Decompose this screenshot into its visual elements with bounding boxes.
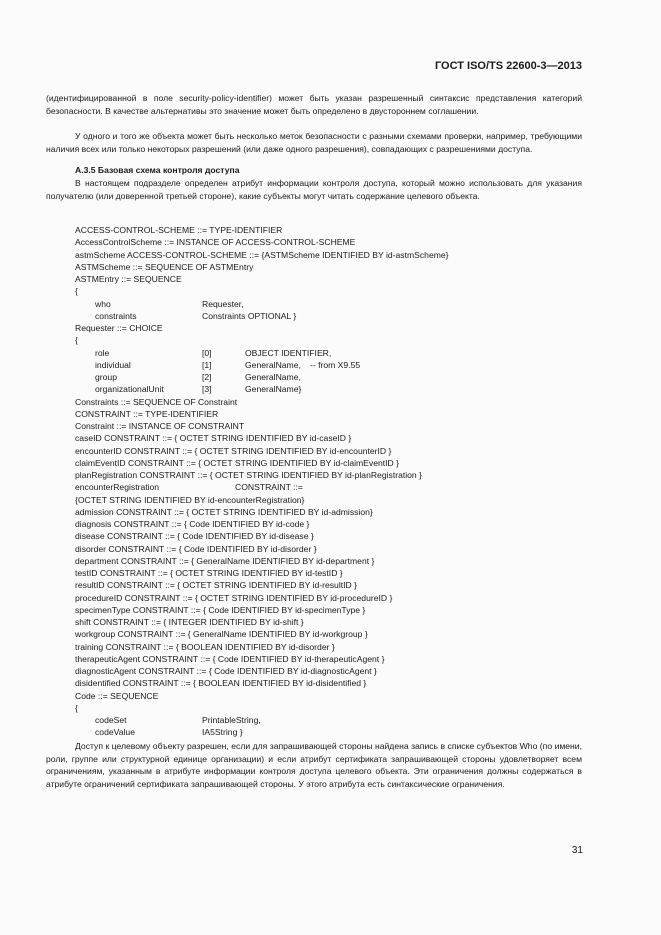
- code-line: diagnosis CONSTRAINT ::= { Code IDENTIFIED BY id-code }: [75, 519, 310, 529]
- code-line: [75, 298, 449, 310]
- field-type: Requester,: [202, 298, 244, 309]
- field-type: PrintableString,: [202, 715, 261, 725]
- field-name: who: [95, 298, 111, 309]
- paragraph-labels: У одного и того же объекта может быть несколько меток безопасности с разными схемами проверки, например, требующими наличия всех или только некоторых разрешений (или даже одного разрешения), совпадающих с разрешениями доступа.: [46, 131, 582, 154]
- code-line: disorder CONSTRAINT ::= { Code IDENTIFIED BY id-disorder }: [75, 543, 317, 554]
- code-line: AccessControlScheme ::= INSTANCE OF ACCESS-CONTROL-SCHEME: [75, 237, 356, 248]
- field-type: CONSTRAINT ::=: [235, 482, 303, 493]
- code-line: training CONSTRAINT ::= { BOOLEAN IDENTIFIED BY id-disorder }: [75, 641, 335, 652]
- field-tag: [2]: [202, 372, 212, 382]
- code-line: admission CONSTRAINT ::= { OCTET STRING IDENTIFIED BY id-admission}: [75, 506, 373, 517]
- code-line: {OCTET STRING IDENTIFIED BY id-encounterRegistration}: [75, 494, 305, 505]
- code-line: workgroup CONSTRAINT ::= { GeneralName IDENTIFIED BY id-workgroup }: [75, 629, 368, 640]
- code-line: Requester ::= CHOICE: [75, 323, 163, 333]
- field-name: codeSet: [95, 715, 127, 725]
- field-type: Constraints OPTIONAL }: [202, 310, 297, 321]
- field-type: IA5String }: [202, 727, 243, 738]
- code-line: therapeuticAgent CONSTRAINT ::= { Code IDENTIFIED BY id-therapeuticAgent }: [75, 653, 385, 664]
- code-line: department CONSTRAINT ::= { GeneralName IDENTIFIED BY id-department }: [75, 555, 375, 566]
- field-name: role: [95, 347, 110, 358]
- page-number: 31: [571, 845, 583, 856]
- code-line: [75, 359, 449, 371]
- field-name: organizationalUnit: [95, 384, 164, 395]
- field-name: individual: [95, 359, 131, 370]
- field-tag: [1]: [202, 359, 212, 370]
- code-line: testID CONSTRAINT ::= { OCTET STRING IDENTIFIED BY id-testID }: [75, 568, 343, 578]
- code-line: ACCESS-CONTROL-SCHEME ::= TYPE-IDENTIFIER: [75, 225, 283, 235]
- field-comment: -- from X9.55: [310, 359, 361, 370]
- field-type: GeneralName,: [245, 372, 301, 382]
- code-line: Constraint ::= INSTANCE OF CONSTRAINT: [75, 421, 245, 431]
- code-line: [75, 481, 449, 493]
- code-line: [75, 347, 449, 359]
- field-name: group: [95, 372, 117, 382]
- paragraph-section: В настоящем подразделе определен атрибут информации контроля доступа, который можно использовать для указания получателю (или доверенной третьей стороне), какие субъекты могут читать содержание целевого объекта.: [46, 178, 582, 201]
- field-type: GeneralName,: [245, 359, 301, 370]
- code-line: [75, 383, 449, 395]
- code-line: [75, 371, 449, 383]
- code-line: procedureID CONSTRAINT ::= { OCTET STRING IDENTIFIED BY id-procedureID }: [75, 592, 393, 603]
- document-header: ГОСТ ISO/TS 22600-3—2013: [434, 60, 582, 72]
- field-name: codeValue: [95, 727, 135, 738]
- field-name: encounterRegistration: [75, 482, 160, 493]
- code-line: claimEventID CONSTRAINT ::= { OCTET STRING IDENTIFIED BY id-claimEventID }: [75, 457, 400, 468]
- field-type: OBJECT IDENTIFIER,: [245, 347, 332, 358]
- code-line: disease CONSTRAINT ::= { Code IDENTIFIED BY id-disease }: [75, 531, 314, 542]
- code-line: {: [75, 702, 78, 713]
- paragraph-access-rule: Доступ к целевому объекту разрешен, если для запрашивающей стороны найдена запись в списке субъектов Who (по имени, роли, группе или структурной единице организации) и если атрибут сертификата запрашивающей стороны удовлетворяет всем ограничениям, указанным в атрибуте информации контроля доступа целевого объекта. Эти ограничения должны содержаться в атрибуте ограничений сертификата запрашивающей стороны. У этого атрибута есть синтаксические ограничения.: [46, 741, 582, 789]
- code-line: planRegistration CONSTRAINT ::= { OCTET STRING IDENTIFIED BY id-planRegistration }: [75, 470, 422, 480]
- code-line: ASTMScheme ::= SEQUENCE OF ASTMEntry: [75, 261, 254, 272]
- code-line: resultID CONSTRAINT ::= { OCTET STRING IDENTIFIED BY id-resultID }: [75, 580, 357, 591]
- field-tag: [3]: [202, 384, 212, 395]
- code-line: disidentified CONSTRAINT ::= { BOOLEAN IDENTIFIED BY id-disidentified }: [75, 678, 367, 689]
- field-tag: [0]: [202, 347, 212, 358]
- code-line: encounterID CONSTRAINT ::= { OCTET STRING IDENTIFIED BY id-encounterID }: [75, 445, 392, 456]
- code-line: [75, 714, 449, 726]
- field-type: GeneralName}: [245, 384, 302, 395]
- code-line: specimenType CONSTRAINT ::= { Code IDENTIFIED BY id-specimenType }: [75, 604, 366, 615]
- paragraph-intro: (идентифицированной в поле security-policy-identifier) может быть указан разрешенный синтаксис представления категорий безопасности. В качестве альтернативы это значение может быть определено в двустороннем соглашении.: [46, 93, 582, 116]
- code-line: shift CONSTRAINT ::= { INTEGER IDENTIFIED BY id-shift }: [75, 617, 304, 627]
- code-line: diagnosticAgent CONSTRAINT ::= { Code IDENTIFIED BY id-diagnosticAgent }: [75, 666, 377, 676]
- code-line: [75, 726, 449, 738]
- code-line: {: [75, 286, 78, 297]
- code-line: [75, 310, 449, 322]
- section-heading: А.3.5 Базовая схема контроля доступа: [75, 165, 240, 175]
- code-line: Constraints ::= SEQUENCE OF Constraint: [75, 396, 238, 407]
- code-line: astmScheme ACCESS-CONTROL-SCHEME ::= {ASTMScheme IDENTIFIED BY id-astmScheme}: [75, 249, 449, 260]
- code-line: caseID CONSTRAINT ::= { OCTET STRING IDENTIFIED BY id-caseID }: [75, 433, 352, 444]
- code-line: CONSTRAINT ::= TYPE-IDENTIFIER: [75, 408, 219, 419]
- code-line: {: [75, 335, 78, 346]
- field-name: constraints: [95, 310, 137, 321]
- code-line: ASTMEntry ::= SEQUENCE: [75, 274, 182, 284]
- code-line: Code ::= SEQUENCE: [75, 690, 159, 701]
- asn1-code-block: [75, 224, 449, 739]
